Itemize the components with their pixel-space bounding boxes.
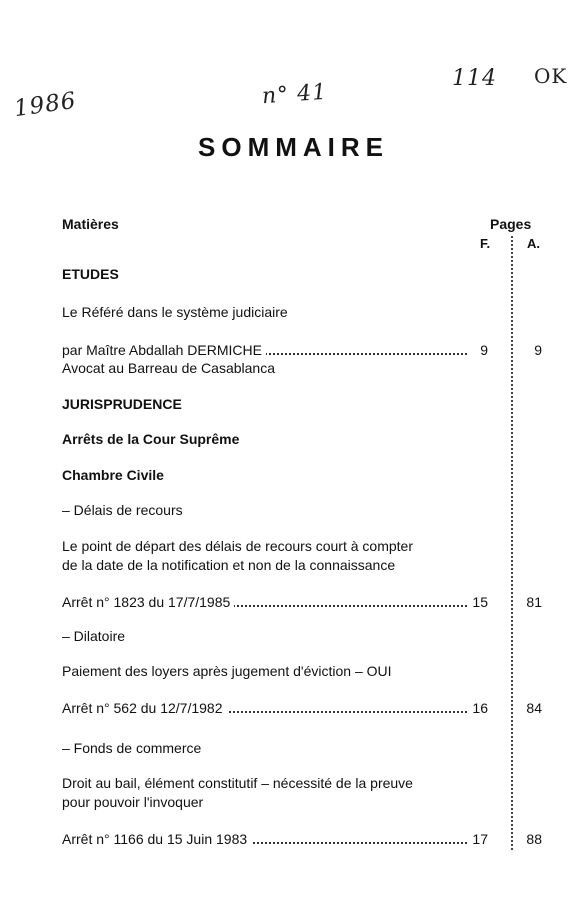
column-header-matieres: Matières	[62, 216, 119, 232]
line-dilatoire: – Dilatoire	[62, 628, 126, 644]
section-arrets-cour: Arrêts de la Cour Suprême	[62, 431, 240, 447]
handwritten-ok: OK	[534, 64, 568, 88]
toc-entry-arret-1823	[62, 594, 542, 612]
line-paiement: Paiement des loyers après jugement d'éviction – OUI	[62, 663, 392, 679]
line-point-depart-2: de la date de la notification et non de la connaissance	[62, 557, 396, 573]
toc-entry-page-f: 17	[472, 831, 488, 847]
page-title: SOMMAIRE	[198, 132, 389, 162]
toc-entry-page-f: 16	[472, 700, 488, 716]
toc-entry-text: Arrêt n° 1166 du 15 Juin 1983	[62, 831, 251, 847]
column-header-f: F.	[480, 236, 491, 251]
line-delais: – Délais de recours	[62, 502, 183, 518]
toc-entry-arret-1166	[62, 831, 542, 849]
line-point-depart-1: Le point de départ des délais de recours court à compter	[62, 538, 413, 554]
page-column-separator	[511, 236, 513, 850]
line-fonds: – Fonds de commerce	[62, 740, 202, 756]
toc-entry-page-a: 81	[526, 594, 542, 610]
section-etudes: ETUDES	[62, 266, 119, 282]
line-refere: Le Référé dans le système judiciaire	[62, 304, 288, 320]
toc-entry-page-a: 88	[526, 831, 542, 847]
toc-entry-text: Arrêt n° 562 du 12/7/1982	[62, 700, 227, 716]
handwritten-year: 1986	[12, 87, 79, 123]
toc-entry-arret-562	[62, 700, 542, 718]
toc-entry-page-f: 15	[472, 594, 488, 610]
toc-entry-text: par Maître Abdallah DERMICHE	[62, 342, 266, 358]
toc-entry-page-a: 9	[534, 342, 542, 358]
toc-entry-dermiche	[62, 342, 542, 360]
section-chambre-civile: Chambre Civile	[62, 467, 164, 483]
column-header-a: A.	[527, 236, 540, 251]
toc-entry-text: Arrêt n° 1823 du 17/7/1985	[62, 594, 234, 610]
line-avocat: Avocat au Barreau de Casablanca	[62, 360, 275, 376]
line-droit-1: Droit au bail, élément constitutif – nécessité de la preuve	[62, 775, 413, 791]
section-jurisprudence: JURISPRUDENCE	[62, 396, 182, 412]
toc-entry-page-f: 9	[480, 342, 488, 358]
handwritten-code: 114	[452, 66, 497, 91]
column-header-pages: Pages	[490, 216, 532, 232]
line-droit-2: pour pouvoir l'invoquer	[62, 794, 204, 810]
toc-entry-page-a: 84	[526, 700, 542, 716]
handwritten-number: n° 41	[261, 79, 328, 110]
